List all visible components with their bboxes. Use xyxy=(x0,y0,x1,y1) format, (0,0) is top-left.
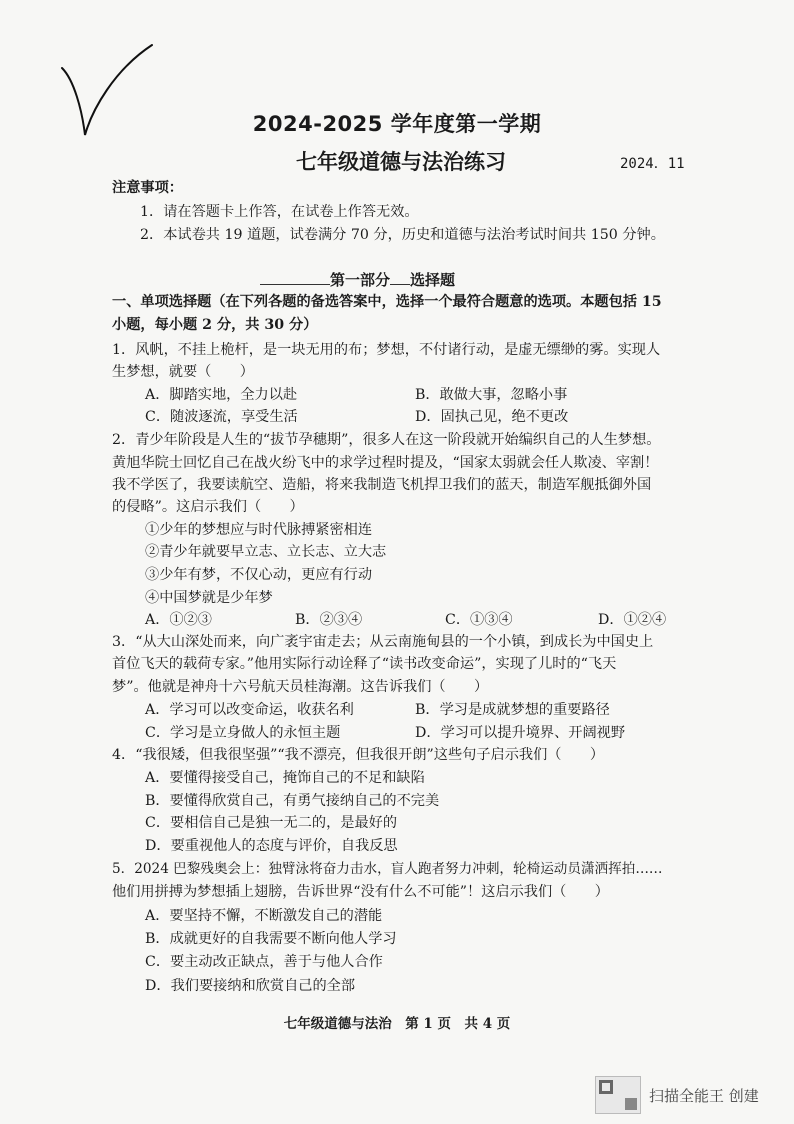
q5-stem-line2: 他们用拼搏为梦想插上翅膀，告诉世界“没有什么不可能”！这启示我们（ ） xyxy=(112,884,609,900)
q1-option-b: B．敢做大事，忽略小事 xyxy=(415,387,568,403)
q2-option-c: C．①③④ xyxy=(445,612,513,628)
q1-option-d: D．固执己见，绝不更改 xyxy=(415,409,569,425)
q1-option-a: A．脚踏实地，全力以赴 xyxy=(145,387,298,403)
q5-option-b: B．成就更好的自我需要不断向他人学习 xyxy=(145,931,397,947)
q3-option-d: D．学习可以提升境界、开阔视野 xyxy=(415,725,626,741)
q3-stem-line2: 首位飞天的载荷专家。”他用实际行动诠释了“读书改变命运”，实现了儿时的“飞天 xyxy=(112,656,617,672)
q2-item-4: ④中国梦就是少年梦 xyxy=(145,590,273,606)
q3-stem-line3: 梦”。他就是神舟十六号航天员桂海潮。这告诉我们（ ） xyxy=(112,679,489,695)
q2-item-3: ③少年有梦，不仅心动，更应有行动 xyxy=(145,567,373,583)
q2-option-a: A．①②③ xyxy=(145,612,212,628)
exam-title-subject: 七年级道德与法治练习 xyxy=(296,150,506,174)
q4-option-c: C．要相信自己是独一无二的，是最好的 xyxy=(145,815,398,831)
part-title xyxy=(260,269,455,290)
q5-option-d: D．我们要接纳和欣赏自己的全部 xyxy=(145,978,356,994)
q1-option-c: C．随波逐流，享受生活 xyxy=(145,409,298,425)
q3-option-a: A．学习可以改变命运，收获名利 xyxy=(145,702,354,718)
q4-option-a: A．要懂得接受自己，掩饰自己的不足和缺陷 xyxy=(145,770,425,786)
section-heading-line1: 一、单项选择题（在下列各题的备选答案中，选择一个最符合题意的选项。本题包括 15 xyxy=(112,294,662,310)
part-title-b: 选择题 xyxy=(410,271,456,289)
q2-stem-line1: 2．青少年阶段是人生的“拔节孕穗期”，很多人在这一阶段就开始编织自己的人生梦想。 xyxy=(112,432,661,448)
exam-date: 2024．11 xyxy=(620,156,685,172)
watermark-text: 扫描全能王 创建 xyxy=(649,1086,759,1105)
q2-option-b: B．②③④ xyxy=(295,612,363,628)
q2-stem-line3: 我不学医了，我要读航空、造船，将来我制造飞机捍卫我们的蓝天，制造军舰抵御外国 xyxy=(112,477,652,493)
scanner-watermark xyxy=(595,1076,759,1114)
q5-option-a: A．要坚持不懈，不断激发自己的潜能 xyxy=(145,908,383,924)
q4-stem-line1: 4．“我很矮，但我很坚强”“我不漂亮，但我很开朗”这些句子启示我们（ ） xyxy=(112,747,605,763)
q2-stem-line2: 黄旭华院士回忆自己在战火纷飞中的求学过程时提及，“国家太弱就会任人欺凌、宰割！ xyxy=(112,455,659,471)
q4-option-d: D．要重视他人的态度与评价，自我反思 xyxy=(145,838,398,854)
page-footer: 七年级道德与法治 第 1 页 共 4 页 xyxy=(283,1016,511,1032)
q1-stem-line1: 1．风帆，不挂上桅杆，是一块无用的布；梦想，不付诸行动，是虚无缥缈的雾。实现人 xyxy=(112,342,661,358)
q3-option-b: B．学习是成就梦想的重要路径 xyxy=(415,702,610,718)
q4-option-b: B．要懂得欣赏自己，有勇气接纳自己的不完美 xyxy=(145,793,440,809)
q5-stem-line1: 5．2024 巴黎残奥会上：独臂泳将奋力击水，盲人跑者努力冲刺，轮椅运动员潇洒挥拍…… xyxy=(112,861,663,877)
notes-heading: 注意事项： xyxy=(112,180,183,196)
section-heading-line2: 小题，每小题 2 分，共 30 分） xyxy=(112,317,318,333)
q1-stem-line2: 生梦想，就要（ ） xyxy=(112,364,254,380)
part-title-a: 第一部分 xyxy=(330,271,391,289)
note-item-1: 1．请在答题卡上作答，在试卷上作答无效。 xyxy=(140,204,419,220)
q3-stem-line1: 3．“从大山深处而来，向广袤宇宙走去；从云南施甸县的一个小镇，到成长为中国史上 xyxy=(112,634,654,650)
exam-title-year: 2024-2025 学年度第一学期 xyxy=(252,112,542,136)
q2-option-d: D．①②④ xyxy=(598,612,667,628)
q3-option-c: C．学习是立身做人的永恒主题 xyxy=(145,725,341,741)
q2-stem-line4: 的侵略”。这启示我们（ ） xyxy=(112,499,304,515)
q5-option-c: C．要主动改正缺点，善于与他人合作 xyxy=(145,954,383,970)
qr-code-icon xyxy=(595,1076,641,1114)
q2-item-2: ②青少年就要早立志、立长志、立大志 xyxy=(145,544,387,560)
q2-item-1: ①少年的梦想应与时代脉搏紧密相连 xyxy=(145,522,373,538)
note-item-2: 2．本试卷共 19 道题，试卷满分 70 分，历史和道德与法治考试时间共 150 分钟。 xyxy=(140,227,665,243)
